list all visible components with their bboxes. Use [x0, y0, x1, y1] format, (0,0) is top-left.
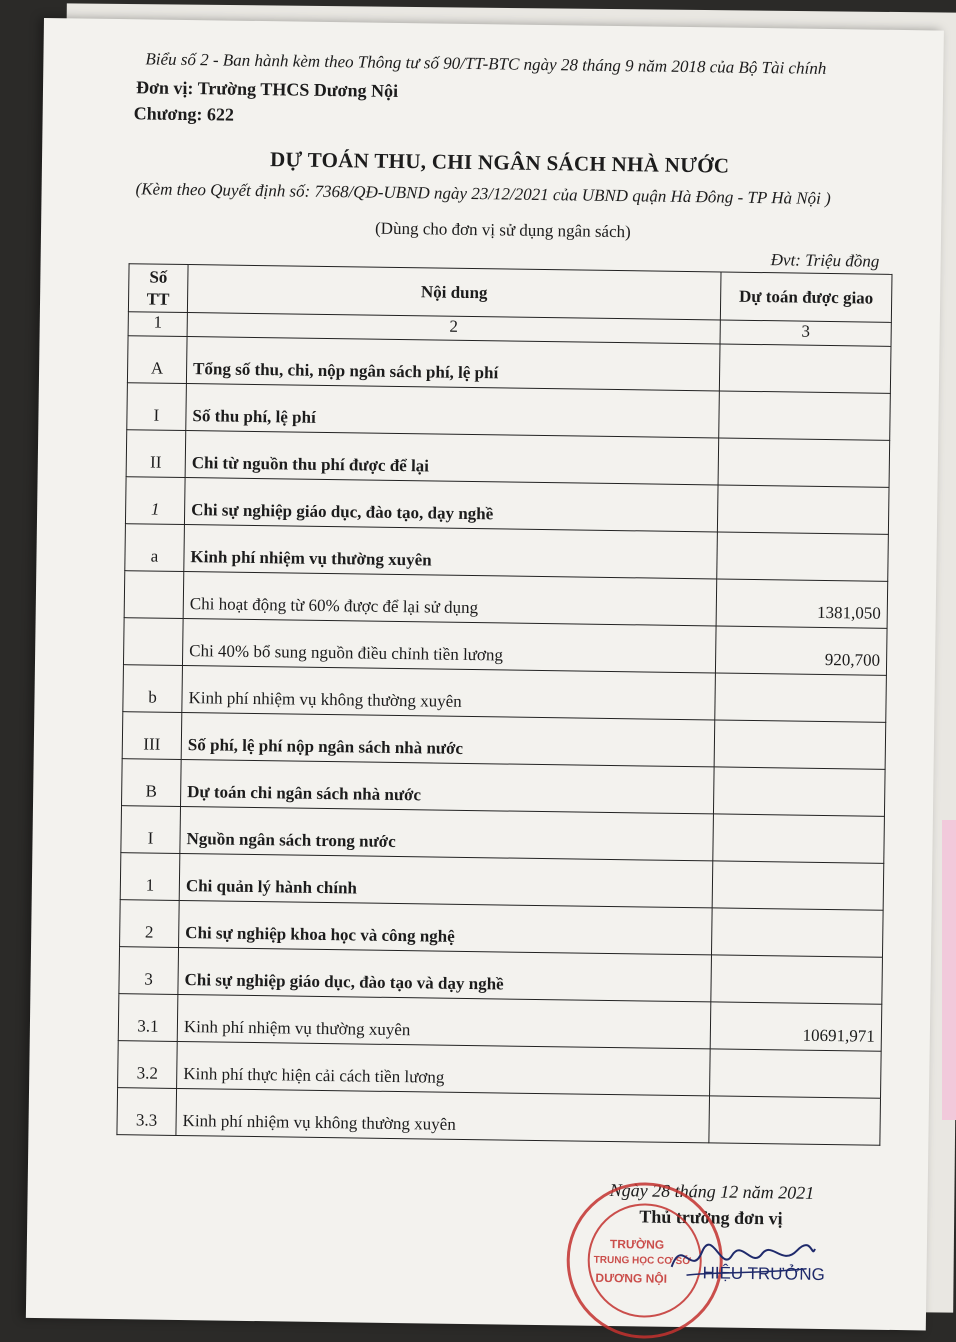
row-content: Chi sự nghiệp khoa học và công nghệ [179, 900, 713, 954]
seal-text: TRUNG HỌC CƠ SỞ [593, 1254, 691, 1268]
row-number: 1 [120, 853, 180, 901]
document-subtitle: (Kèm theo Quyết định số: 7368/QĐ-UBND ngày 23/12/2021 của UBND quận Hà Đông - TP Hà Nội ) [135, 179, 831, 209]
chapter-code: Chương: 622 [133, 103, 235, 125]
row-content: Số thu phí, lệ phí [186, 384, 720, 438]
column-header-content: Nội dung [187, 265, 721, 320]
row-budget-value [713, 814, 885, 863]
row-number: 2 [120, 900, 180, 948]
row-number: A [127, 336, 187, 384]
row-number: a [125, 524, 185, 572]
row-budget-value: 1381,050 [716, 579, 888, 628]
column-number: 1 [128, 312, 187, 337]
row-number [123, 618, 183, 666]
column-header-no: Số TT [128, 264, 188, 313]
row-budget-value [719, 391, 891, 440]
row-content: Kinh phí nhiệm vụ thường xuyên [184, 525, 718, 579]
row-budget-value: 920,700 [715, 626, 887, 675]
row-budget-value [712, 861, 884, 910]
row-budget-value [717, 485, 889, 534]
row-content: Chi quản lý hành chính [179, 853, 713, 907]
row-number: III [122, 712, 182, 760]
seal-text: TRƯỜNG [609, 1237, 665, 1252]
document-note: (Dùng cho đơn vị sử dụng ngân sách) [374, 218, 631, 242]
table-row [117, 1088, 881, 1146]
row-content: Chi từ nguồn thu phí được để lại [185, 431, 719, 485]
row-content: Kinh phí nhiệm vụ không thường xuyên [176, 1088, 710, 1142]
row-budget-value [711, 955, 883, 1004]
row-number: 3.3 [117, 1088, 177, 1136]
row-budget-value [709, 1096, 881, 1145]
pink-paper-edge [942, 820, 956, 1120]
seal-text: DƯƠNG NỘI [595, 1270, 668, 1286]
row-budget-value [711, 908, 883, 957]
row-budget-value [710, 1049, 882, 1098]
row-content: Chi 40% bổ sung nguồn điều chỉnh tiền lương [182, 619, 716, 673]
currency-unit-label: Đvt: Triệu đồng [770, 250, 880, 271]
unit-name: Đơn vị: Trường THCS Dương Nội [135, 77, 399, 101]
row-number: 1 [125, 477, 185, 525]
document-page [26, 18, 944, 1330]
budget-table [116, 263, 892, 1146]
row-budget-value [715, 673, 887, 722]
column-number: 2 [187, 313, 720, 344]
row-content: Kinh phí nhiệm vụ không thường xuyên [182, 665, 716, 719]
row-budget-value [718, 438, 890, 487]
row-content: Chi sự nghiệp giáo dục, đào tạo và dạy nghề [178, 947, 712, 1001]
signature-date: Ngày 28 tháng 12 năm 2021 [609, 1180, 815, 1203]
row-budget-value: 10691,971 [710, 1002, 882, 1051]
row-number: 3.2 [118, 1041, 178, 1089]
row-content: Nguồn ngân sách trong nước [180, 806, 714, 860]
row-content: Dự toán chi ngân sách nhà nước [181, 759, 715, 813]
table-body [117, 336, 891, 1146]
row-content: Chi sự nghiệp giáo dục, đào tạo, dạy nghề [184, 478, 718, 532]
signer-title: HIỆU TRƯỞNG [702, 1263, 825, 1285]
row-number: 3 [119, 947, 179, 995]
row-number: B [122, 759, 182, 807]
column-header-budget: Dự toán được giao [720, 272, 892, 322]
form-reference: Biểu số 2 - Ban hành kèm theo Thông tư số 90/TT-BTC ngày 28 tháng 9 năm 2018 của Bộ Tài chính [145, 49, 827, 78]
row-content: Kinh phí nhiệm vụ thường xuyên [177, 994, 711, 1048]
signature-role: Thủ trưởng đơn vị [639, 1206, 783, 1229]
row-content: Tổng số thu, chi, nộp ngân sách phí, lệ phí [186, 337, 720, 391]
document-title: DỰ TOÁN THU, CHI NGÂN SÁCH NHÀ NƯỚC [269, 147, 730, 178]
row-content: Chi hoạt động từ 60% được để lại sử dụng [183, 572, 717, 626]
row-budget-value [713, 767, 885, 816]
row-content: Kinh phí thực hiện cải cách tiền lương [177, 1041, 711, 1095]
row-content: Số phí, lệ phí nộp ngân sách nhà nước [181, 712, 715, 766]
row-number: I [127, 383, 187, 431]
row-budget-value [719, 344, 891, 393]
row-number: b [123, 665, 183, 713]
row-number [124, 571, 184, 619]
row-budget-value [714, 720, 886, 769]
row-number: II [126, 430, 186, 478]
row-budget-value [717, 532, 889, 581]
row-number: 3.1 [118, 994, 178, 1042]
column-number: 3 [720, 320, 891, 346]
row-number: I [121, 806, 181, 854]
